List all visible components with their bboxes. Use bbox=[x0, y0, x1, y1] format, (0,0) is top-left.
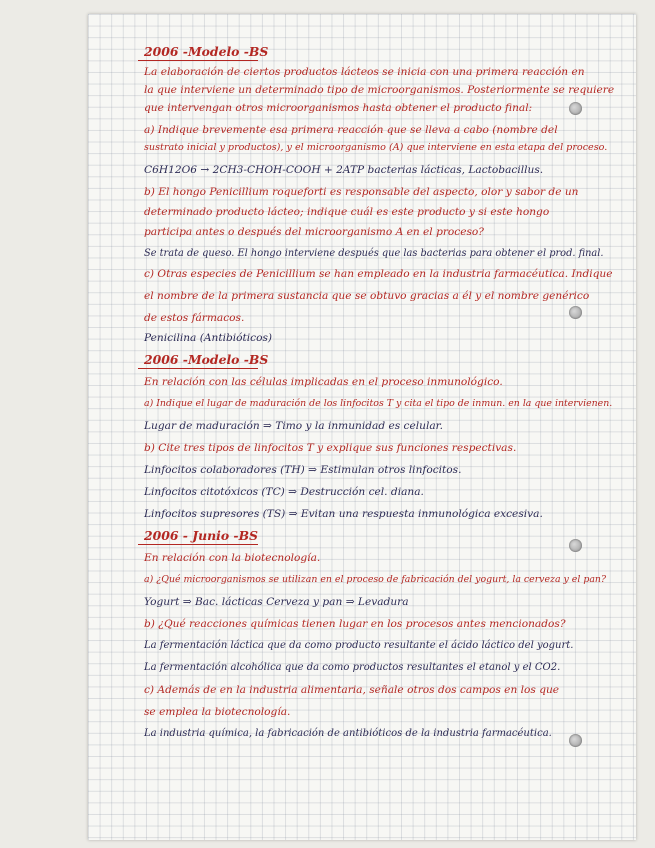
question-text: que intervengan otros microorganismos hasta obtener el producto final: bbox=[144, 102, 533, 114]
question-text: b) Cite tres tipos de linfocitos T y explique sus funciones respectivas. bbox=[144, 442, 517, 454]
question-text: La elaboración de ciertos productos lácteos se inicia con una primera reacción en bbox=[144, 66, 585, 78]
answer-text: La industria química, la fabricación de antibióticos de la industria farmacéutica. bbox=[144, 728, 552, 739]
question-text: b) El hongo Penicillium roqueforti es responsable del aspecto, olor y sabor de un bbox=[144, 186, 579, 198]
answer-text: Yogurt ⇒ Bac. lácticas Cerveza y pan ⇒ Levadura bbox=[144, 596, 409, 608]
question-text: la que interviene un determinado tipo de microorganismos. Posteriormente se requiere bbox=[144, 84, 615, 96]
question-text: de estos fármacos. bbox=[144, 312, 245, 324]
answer-text: Linfocitos colaboradores (TH) ⇒ Estimulan otros linfocitos. bbox=[144, 464, 462, 476]
section-heading: 2006 -Modelo -BS bbox=[144, 352, 269, 367]
question-text: c) Otras especies de Penicillium se han empleado en la industria farmacéutica. Indique bbox=[144, 268, 613, 280]
question-text: el nombre de la primera sustancia que se obtuvo gracias a él y el nombre genérico bbox=[144, 290, 590, 302]
answer-text: La fermentación láctica que da como producto resultante el ácido láctico del yogurt. bbox=[144, 640, 574, 651]
question-text: En relación con la biotecnología. bbox=[144, 552, 321, 564]
heading-underline bbox=[138, 544, 258, 545]
section-heading: 2006 -Modelo -BS bbox=[144, 44, 269, 59]
answer-text: Linfocitos citotóxicos (TC) ⇒ Destrucción cel. diana. bbox=[144, 486, 424, 498]
punch-hole bbox=[569, 734, 582, 747]
punch-hole bbox=[569, 102, 582, 115]
question-text: se emplea la biotecnología. bbox=[144, 706, 291, 718]
answer-text: La fermentación alcohólica que da como productos resultantes el etanol y el CO2. bbox=[144, 662, 561, 673]
question-text: En relación con las células implicadas en el proceso inmunológico. bbox=[144, 376, 503, 388]
question-text: a) ¿Qué microorganismos se utilizan en el proceso de fabricación del yogurt, la cerveza y el pan? bbox=[144, 574, 606, 585]
question-text: a) Indique brevemente esa primera reacción que se lleva a cabo (nombre del bbox=[144, 124, 558, 136]
question-text: sustrato inicial y productos), y el microorganismo (A) que interviene en esta etapa del proceso. bbox=[144, 142, 608, 153]
question-text: determinado producto lácteo; indique cuál es este producto y si este hongo bbox=[144, 206, 550, 218]
heading-underline bbox=[138, 368, 258, 369]
heading-underline bbox=[138, 60, 258, 61]
answer-text: Lugar de maduración ⇒ Timo y la inmunidad es celular. bbox=[144, 420, 443, 432]
question-text: participa antes o después del microorganismo A en el proceso? bbox=[144, 226, 484, 238]
question-text: a) Indique el lugar de maduración de los linfocitos T y cita el tipo de inmun. en la que intervienen. bbox=[144, 398, 613, 409]
answer-text: Penicilina (Antibióticos) bbox=[144, 332, 273, 344]
answer-text: C6H12O6 → 2CH3-CHOH-COOH + 2ATP bacterias lácticas, Lactobacillus. bbox=[144, 164, 544, 176]
question-text: b) ¿Qué reacciones químicas tienen lugar en los procesos antes mencionados? bbox=[144, 618, 566, 630]
answer-text: Linfocitos supresores (TS) ⇒ Evitan una respuesta inmunológica excesiva. bbox=[144, 508, 543, 520]
notebook-page bbox=[88, 14, 636, 840]
section-heading: 2006 - Junio -BS bbox=[144, 528, 258, 543]
punch-hole bbox=[569, 306, 582, 319]
punch-hole bbox=[569, 539, 582, 552]
answer-text: Se trata de queso. El hongo interviene después que las bacterias para obtener el prod. final. bbox=[144, 248, 604, 259]
question-text: c) Además de en la industria alimentaria, señale otros dos campos en los que bbox=[144, 684, 560, 696]
